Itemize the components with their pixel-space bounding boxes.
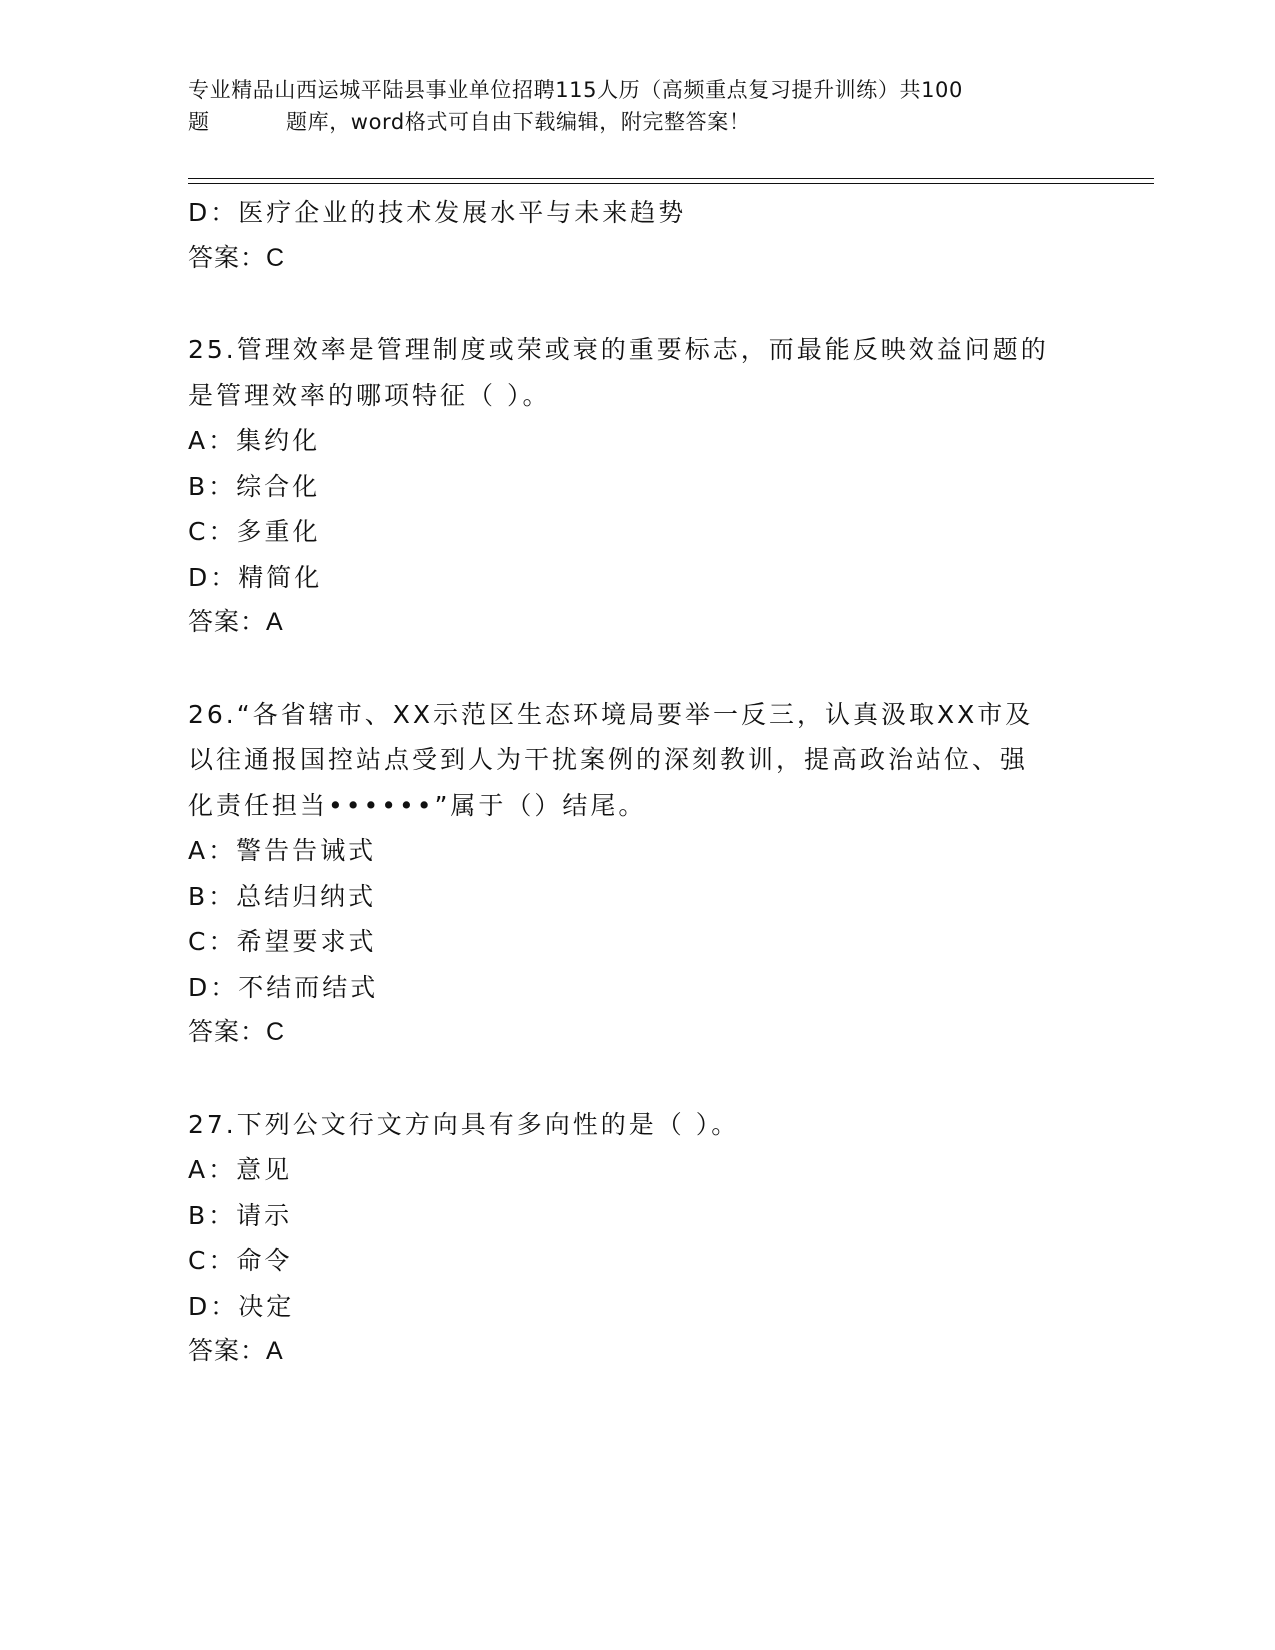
question-text-line: 27.下列公文行文方向具有多向性的是（ ）。 xyxy=(188,1109,740,1139)
question-block xyxy=(188,327,1088,646)
header-line2-left: 题 xyxy=(188,110,210,134)
document-header xyxy=(188,74,1088,138)
header-line2-right: 题库，word格式可自由下载编辑，附完整答案！ xyxy=(286,110,751,134)
option-d: D：精简化 xyxy=(188,562,323,592)
answer-line: 答案：A xyxy=(188,1337,284,1365)
option-c: C：多重化 xyxy=(188,517,321,546)
header-divider-bottom xyxy=(188,183,1154,184)
question-text-line: 26.“各省辖市、XX示范区生态环境局要举一反三，认真汲取XX市及 xyxy=(188,699,1034,729)
question-text-line: 化责任担当••••••”属于（）结尾。 xyxy=(188,790,647,820)
header-title-line1: 专业精品山西运城平陆县事业单位招聘115人历（高频重点复习提升训练）共100 xyxy=(188,78,963,102)
header-divider-top xyxy=(188,178,1154,179)
option-c: C：希望要求式 xyxy=(188,927,377,956)
document-body xyxy=(188,190,1088,1375)
answer-line: 答案：C xyxy=(188,243,286,272)
answer-line: 答案：A xyxy=(188,608,284,636)
question-text-line: 以往通报国控站点受到人为干扰案例的深刻教训，提高政治站位、强 xyxy=(188,745,1029,774)
option-b: B：总结归纳式 xyxy=(188,881,377,911)
option-b: B：综合化 xyxy=(188,471,321,501)
option-b: B：请示 xyxy=(188,1200,293,1230)
question-text-line: 是管理效率的哪项特征（ ）。 xyxy=(188,380,551,410)
header-title-line2 xyxy=(188,106,1088,138)
question-block xyxy=(188,1102,1088,1375)
option-d: D：医疗企业的技术发展水平与未来趋势 xyxy=(188,198,687,227)
option-d: D：不结而结式 xyxy=(188,972,379,1002)
option-d: D：决定 xyxy=(188,1291,295,1321)
option-c: C：命令 xyxy=(188,1246,293,1275)
option-a: A：警告告诫式 xyxy=(188,836,377,865)
option-a: A：集约化 xyxy=(188,426,321,455)
question-text-line: 25.管理效率是管理制度或荣或衰的重要标志，而最能反映效益问题的 xyxy=(188,335,1049,364)
answer-line: 答案：C xyxy=(188,1018,286,1046)
option-a: A：意见 xyxy=(188,1155,293,1184)
question-block xyxy=(188,692,1088,1056)
